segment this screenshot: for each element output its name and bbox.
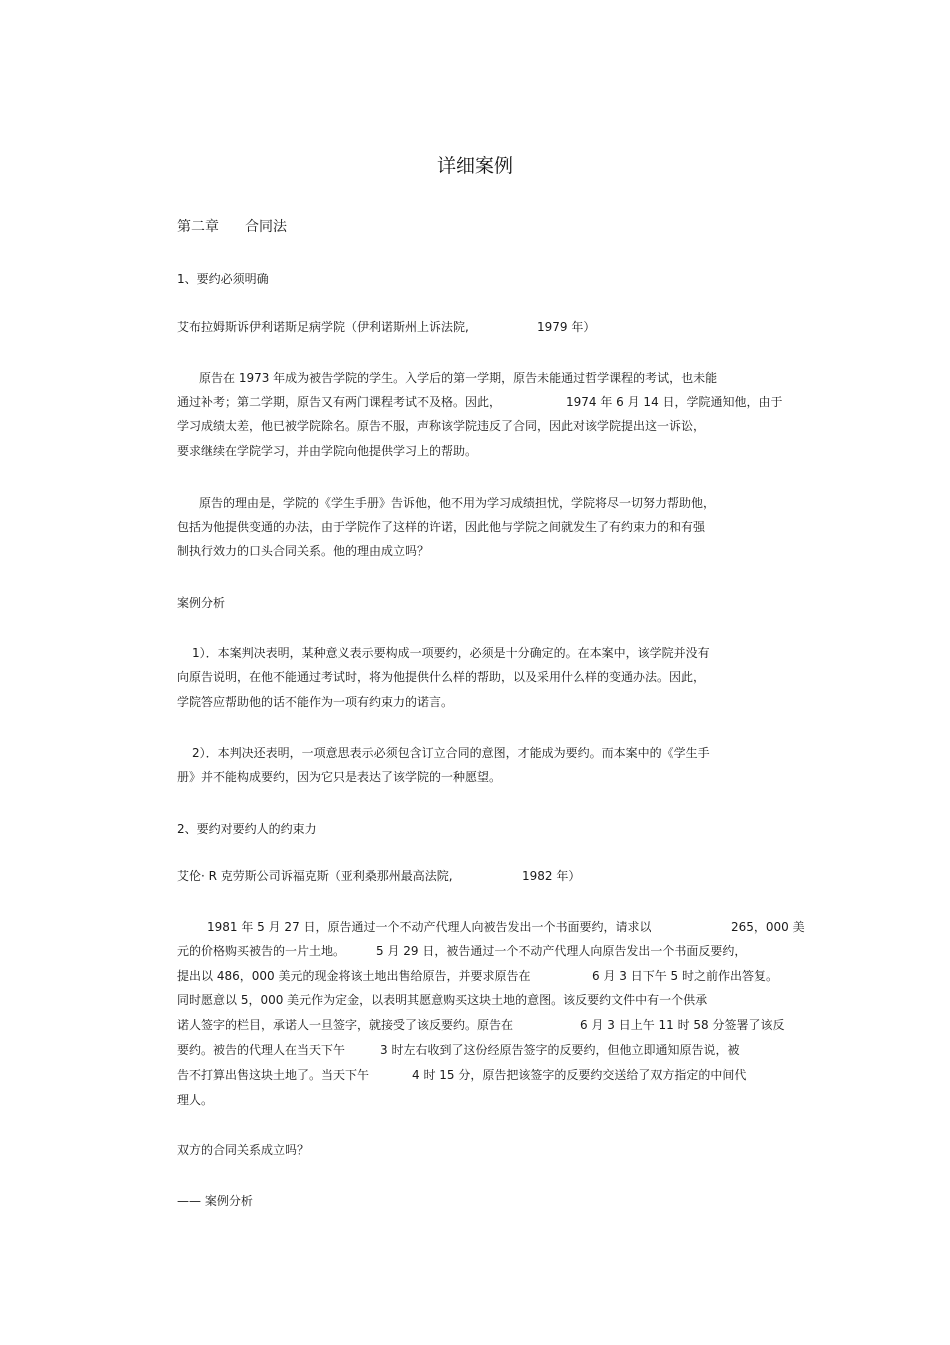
section1-analysis1-line: 向原告说明，在他不能通过考试时，将为他提供什么样的帮助，以及采用什么样的变通办法。因此， — [177, 670, 706, 684]
section2-paragraph-line: 要约。被告的代理人在当天下午 — [177, 1043, 346, 1057]
section2-paragraph-line: 提出以 486，000 美元的现金将该土地出售给原告，并要求原告在 — [177, 969, 531, 983]
section1-case-name: 艾布拉姆斯诉伊利诺斯足病学院（伊利诺斯州上诉法院, — [177, 320, 469, 334]
section2-paragraph-line: 诺人签字的栏目，承诺人一旦签字，就接受了该反要约。原告在 — [177, 1018, 514, 1032]
section1-paragraph2-line: 原告的理由是，学院的《学生手册》告诉他，他不用为学习成绩担忧，学院将尽一切努力帮助他， — [199, 496, 716, 510]
section1-analysis2-line: 册》并不能构成要约，因为它只是表达了该学院的一种愿望。 — [177, 770, 502, 784]
section1-paragraph2-line: 制执行效力的口头合同关系。他的理由成立吗？ — [177, 544, 430, 558]
section2-paragraph-line: 265，000 美 — [731, 920, 805, 934]
section2-question: 双方的合同关系成立吗？ — [177, 1143, 310, 1157]
section2-analysis-heading: —— 案例分析 — [177, 1194, 253, 1208]
section2-paragraph-line: 6 月 3 日下午 5 时之前作出答复。 — [592, 969, 778, 983]
section1-analysis2-line: 2）．本判决还表明，一项意思表示必须包含订立合同的意图，才能成为要约。而本案中的《学生手 — [192, 746, 710, 760]
section1-paragraph1-line: 通过补考；第二学期，原告又有两门课程考试不及格。因此， — [177, 395, 502, 409]
section2-paragraph-line: 1981 年 5 月 27 日，原告通过一个不动产代理人向被告发出一个书面要约，请求以 — [207, 920, 652, 934]
chapter-name: 合同法 — [245, 219, 287, 235]
section2-paragraph-line: 告不打算出售这块土地了。当天下午 — [177, 1068, 370, 1082]
section1-analysis1-line: 1）．本案判决表明，某种意义表示要构成一项要约，必须是十分确定的。在本案中，该学院并没有 — [192, 646, 710, 660]
section2-paragraph-line: 理人。 — [177, 1093, 214, 1107]
section2-paragraph-line: 3 时左右收到了这份经原告签字的反要约，但他立即通知原告说，被 — [380, 1043, 740, 1057]
section1-paragraph2-line: 包括为他提供变通的办法，由于学院作了这样的许诺，因此他与学院之间就发生了有约束力的和有强 — [177, 520, 706, 534]
section1-paragraph1-line: 原告在 1973 年成为被告学院的学生。入学后的第一学期，原告未能通过哲学课程的考试，也未能 — [199, 371, 718, 385]
section2-case-name: 艾伦· R 克劳斯公司诉福克斯（亚利桑那州最高法院, — [177, 869, 453, 883]
section1-paragraph1-line: 要求继续在学院学习，并由学院向他提供学习上的帮助。 — [177, 444, 478, 458]
section2-paragraph-line: 同时愿意以 5，000 美元作为定金，以表明其愿意购买这块土地的意图。该反要约文件中有一个供承 — [177, 993, 708, 1007]
section1-paragraph1-line: 1974 年 6 月 14 日，学院通知他，由于 — [566, 395, 783, 409]
section1-paragraph1-line: 学习成绩太差，他已被学院除名。原告不服，声称该学院违反了合同，因此对该学院提出这一诉讼， — [177, 419, 706, 433]
section1-analysis1-line: 学院答应帮助他的话不能作为一项有约束力的诺言。 — [177, 695, 454, 709]
section2-paragraph-line: 元的价格购买被告的一片土地。 — [177, 944, 346, 958]
section2-paragraph-line: 4 时 15 分，原告把该签字的反要约交送给了双方指定的中间代 — [412, 1068, 747, 1082]
section1-analysis-heading: 案例分析 — [177, 596, 226, 610]
section2-case-year: 1982 年） — [522, 869, 581, 883]
section1-heading: 1、要约必须明确 — [177, 272, 269, 286]
chapter-number: 第二章 — [177, 219, 219, 235]
section2-paragraph-line: 6 月 3 日上午 11 时 58 分签署了该反 — [580, 1018, 785, 1032]
section2-paragraph-line: 5 月 29 日，被告通过一个不动产代理人向原告发出一个书面反要约， — [376, 944, 747, 958]
section2-heading: 2、要约对要约人的约束力 — [177, 822, 317, 836]
section1-case-year: 1979 年） — [537, 320, 596, 334]
page-title: 详细案例 — [436, 155, 513, 177]
